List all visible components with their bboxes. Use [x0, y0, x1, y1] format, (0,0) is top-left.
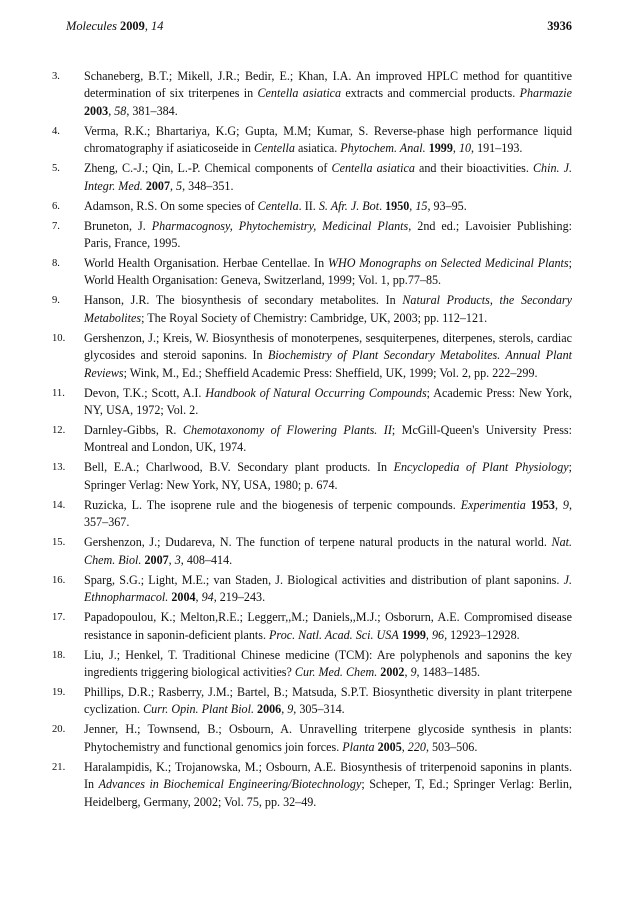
reference-segment: 3 [174, 552, 181, 567]
reference-segment: . [379, 198, 386, 213]
reference-number: 14. [52, 499, 66, 511]
reference-segment: ; Scheper, T, Ed.; Springer Verlag: Berlin, Heidelberg, Germany, 2002; Vol. 75, pp. 32–49. [84, 777, 572, 809]
reference-segment: extracts and commercial products. [341, 86, 520, 101]
reference-text [84, 572, 572, 607]
reference-number: 7. [52, 220, 60, 232]
reference-segment: Adamson, R.S. On some species of [84, 198, 258, 213]
reference-segment: Phillips, D.R.; Rasberry, J.M.; Bartel, B.; Matsuda, S.P.T. Biosynthetic diversity in plant triterpene cyclization. [84, 684, 572, 717]
reference-segment: Centella [253, 141, 295, 156]
reference-number: 11. [52, 387, 65, 399]
reference-segment: 2002 [380, 664, 405, 679]
reference-text [84, 721, 572, 756]
reference-segment: Sparg, S.G.; Light, M.E.; van Staden, J. Biological activities and distribution of plant saponins. [84, 572, 564, 587]
reference-segment: Darnley-Gibbs, R. [84, 423, 183, 438]
reference-text [84, 68, 572, 120]
reference-segment: 2007 [145, 178, 170, 193]
reference-segment: Chemotaxonomy of Flowering Plants. II [182, 423, 392, 438]
reference-segment: 9 [287, 702, 294, 717]
reference-segment: asiatica. [294, 141, 341, 156]
reference-segment: ; Wink, M., Ed.; Sheffield Academic Press: Sheffield, UK, 1999; Vol. 2, pp. 222–299. [123, 365, 538, 380]
reference-segment: Phytochem. Anal. [340, 141, 426, 156]
reference-number: 15. [52, 537, 66, 549]
reference-segment: , 408–414. [180, 552, 233, 567]
reference-item [52, 385, 573, 420]
reference-segment: 96, [431, 627, 448, 642]
reference-segment: Jenner, H.; Townsend, B.; Osbourn, A. Unravelling triterpene glycoside synthesis in plants: Phytochemistry and functional genomics join forces. [84, 722, 572, 754]
reference-segment: 5 [176, 178, 183, 193]
reference-segment: Encyclopedia of Plant Physiology [393, 460, 569, 475]
reference-item [52, 422, 572, 457]
reference-segment: WHO Monographs on Selected Medicinal Plants [327, 256, 569, 271]
reference-item [52, 684, 572, 719]
reference-segment: Planta [342, 739, 375, 754]
reference-number: 16. [52, 574, 66, 586]
reference-item [52, 609, 572, 644]
reference-segment: , 191–193. [471, 141, 523, 156]
reference-segment: 1953 [530, 497, 555, 512]
reference-segment: 2005 [377, 739, 402, 754]
reference-segment: , [554, 497, 563, 512]
reference-segment: 9 [410, 664, 417, 679]
reference-segment: , [452, 141, 459, 156]
reference-segment: Hanson, J.R. The biosynthesis of secondary metabolites. In [84, 293, 403, 308]
reference-text [84, 218, 572, 253]
reference-text [84, 684, 572, 719]
reference-item [52, 647, 572, 682]
reference-text [84, 647, 572, 682]
reference-segment: Bell, E.A.; Charlwood, B.V. Secondary plant products. In [84, 460, 394, 475]
reference-segment: Nat. Chem. Biol. [84, 535, 572, 567]
reference-segment: 1950 [385, 198, 410, 213]
reference-segment: , 357–367. [84, 497, 572, 530]
reference-segment: , 93–95. [427, 198, 467, 213]
reference-segment: 220 [407, 739, 426, 754]
page-header: Molecules 2009, 14 3936 [66, 19, 572, 33]
reference-segment: Gershenzon, J.; Kreis, W. Biosynthesis of monoterpenes, sesquiterpenes, diterpenes, sterols, cardiac glycosides and steroid saponins. In [84, 330, 572, 363]
reference-segment: Gershenzon, J.; Dudareva, N. The function of terpene natural products in the natural world. [84, 535, 552, 550]
journal-name: Molecules [66, 19, 117, 33]
reference-item [52, 759, 572, 811]
reference-segment: . II. [298, 198, 319, 213]
reference-segment: 2007 [144, 552, 169, 567]
reference-item [52, 160, 572, 195]
reference-segment: Chin. J. Integr. Med. [84, 161, 572, 193]
journal-year: 2009 [120, 19, 145, 33]
reference-segment: ; World Health Organisation: Geneva, Switzerland, 1999; Vol. 1, pp.77–85. [84, 256, 572, 288]
reference-segment: 9 [562, 497, 569, 512]
reference-segment: Bruneton, J. [84, 218, 152, 233]
reference-segment: , 1483–1485. [416, 664, 481, 679]
reference-segment: ; The Royal Society of Chemistry: Cambridge, UK, 2003; pp. 112–121. [141, 310, 488, 325]
reference-segment: , [404, 664, 411, 679]
reference-segment: Liu, J.; Henkel, T. Traditional Chinese medicine (TCM): Are polyphenols and saponins the key ingredients triggering biological activities? [84, 647, 572, 679]
reference-segment: 58 [114, 103, 127, 118]
reference-segment: 2006 [257, 702, 282, 717]
reference-segment: World Health Organisation. Herbae Centellae. In [84, 256, 328, 271]
reference-segment: Verma, R.K.; Bhartariya, K.G; Gupta, M.M; Kumar, S. Reverse-phase high performance liquid chromatography if asiaticoseide in [84, 123, 572, 156]
journal-volume: 14 [151, 19, 164, 33]
reference-segment: Pharmacognosy, Phytochemistry, Medicinal Plants [151, 218, 409, 233]
reference-segment: S. Afr. J. Bot [318, 198, 380, 213]
reference-item [52, 534, 572, 569]
reference-item [52, 68, 572, 120]
reference-text [84, 459, 572, 494]
reference-segment: , [401, 739, 408, 754]
reference-number: 4. [52, 125, 60, 137]
reference-list [52, 68, 573, 814]
reference-text [84, 330, 572, 382]
reference-segment: ; Springer Verlag: New York, NY, USA, 1980; p. 674. [84, 460, 572, 492]
reference-segment: , 503–506. [425, 739, 478, 754]
reference-text [84, 422, 572, 457]
reference-segment: Biochemistry of Plant Secondary Metabolites. Annual Plant Reviews [84, 348, 572, 380]
reference-segment: Natural Products, the Secondary Metabolites [84, 293, 572, 325]
reference-segment: ; Academic Press: New York, NY, USA, 1972; Vol. 2. [84, 385, 573, 418]
reference-segment: Proc. Natl. Acad. Sci. USA [269, 627, 399, 642]
reference-segment: Cur. Med. Chem. [294, 664, 378, 679]
reference-item [52, 721, 572, 756]
reference-number: 6. [52, 200, 60, 212]
reference-segment: , [108, 103, 115, 118]
reference-item [52, 292, 572, 327]
reference-segment: J. Ethnopharmacol. [84, 572, 572, 605]
reference-text [84, 497, 572, 532]
reference-segment: 94 [201, 590, 214, 605]
reference-segment: Pharmazie [519, 86, 572, 101]
reference-text [84, 759, 572, 811]
reference-number: 13. [52, 462, 66, 474]
reference-number: 12. [52, 425, 66, 437]
reference-segment: Ruzicka, L. The isoprene rule and the biogenesis of terpenic compounds. [84, 497, 461, 512]
reference-segment: 2004 [171, 590, 196, 605]
reference-number: 10. [52, 332, 66, 344]
reference-segment: 2003 [84, 103, 109, 118]
reference-segment: Advances in Biochemical Engineering/Biotechnology [98, 777, 362, 792]
reference-segment: , 219–243. [213, 590, 266, 605]
reference-segment: , [409, 198, 416, 213]
reference-item [52, 218, 572, 253]
reference-text [84, 385, 572, 420]
reference-text [84, 160, 572, 195]
reference-segment: , [281, 702, 288, 717]
reference-segment: Experimentia [460, 497, 526, 512]
reference-segment: , 348–351. [182, 178, 234, 193]
reference-text [84, 255, 572, 290]
reference-segment: , 381–384. [126, 103, 178, 118]
reference-segment: Papadopoulou, K.; Melton,R.E.; Leggerr,,M.; Daniels,,M.J.; Osborurn, A.E. Compromised disease resistance in saponin-deficient plants. [84, 610, 572, 642]
reference-number: 9. [52, 295, 60, 307]
reference-segment: ; McGill-Queen's University Press: Montreal and London, UK, 1974. [84, 423, 572, 455]
reference-segment: Centella asiatica [331, 161, 415, 176]
reference-number: 17. [52, 612, 66, 624]
reference-segment: Devon, T.K.; Scott, A.I. [84, 385, 206, 400]
reference-segment: 1999 [428, 141, 453, 156]
reference-segment: 15 [415, 198, 428, 213]
reference-text [84, 198, 572, 215]
reference-number: 18. [52, 649, 66, 661]
reference-segment: Schaneberg, B.T.; Mikell, J.R.; Bedir, E.; Khan, I.A. An improved HPLC method for quantitive determination of six triterpenes in [84, 69, 572, 101]
page-number: 3936 [547, 19, 572, 33]
reference-item [52, 572, 572, 607]
reference-item [52, 497, 572, 532]
reference-segment: and their bioactivities. [414, 161, 533, 176]
reference-segment: Zheng, C.-J.; Qin, L.-P. Chemical components of [84, 161, 332, 176]
reference-segment: , 2nd ed.; Lavoisier Publishing: Paris, France, 1995. [84, 218, 572, 251]
reference-segment: Curr. Opin. Plant Biol. [143, 702, 254, 717]
reference-segment: Haralampidis, K.; Trojanowska, M.; Osbourn, A.E. Biosynthesis of triterpenoid saponins in plants. In [84, 759, 572, 792]
reference-segment: Centella asiatica [257, 86, 342, 101]
reference-segment: , [168, 552, 175, 567]
reference-text [84, 292, 572, 327]
reference-text [84, 534, 572, 569]
reference-text [84, 609, 572, 644]
reference-segment: 10 [458, 141, 472, 156]
reference-segment: 1999 [401, 627, 426, 642]
reference-number: 8. [52, 258, 60, 270]
reference-segment: , 305–314. [293, 702, 345, 717]
reference-segment: 12923–12928. [447, 627, 520, 642]
reference-segment: , [425, 627, 432, 642]
reference-item [52, 123, 572, 158]
reference-item [52, 459, 572, 494]
reference-item [52, 330, 572, 382]
reference-segment: Handbook of Natural Occurring Compounds [205, 385, 427, 400]
reference-segment: Centella [257, 198, 299, 213]
reference-number: 5. [52, 163, 60, 175]
reference-segment: , [195, 590, 202, 605]
reference-item [52, 255, 572, 290]
reference-segment: , [170, 178, 177, 193]
reference-number: 21. [52, 761, 66, 773]
reference-number: 3. [52, 71, 60, 82]
reference-text [84, 123, 572, 158]
reference-number: 20. [52, 724, 66, 736]
reference-number: 19. [52, 686, 66, 698]
reference-item [52, 198, 572, 215]
